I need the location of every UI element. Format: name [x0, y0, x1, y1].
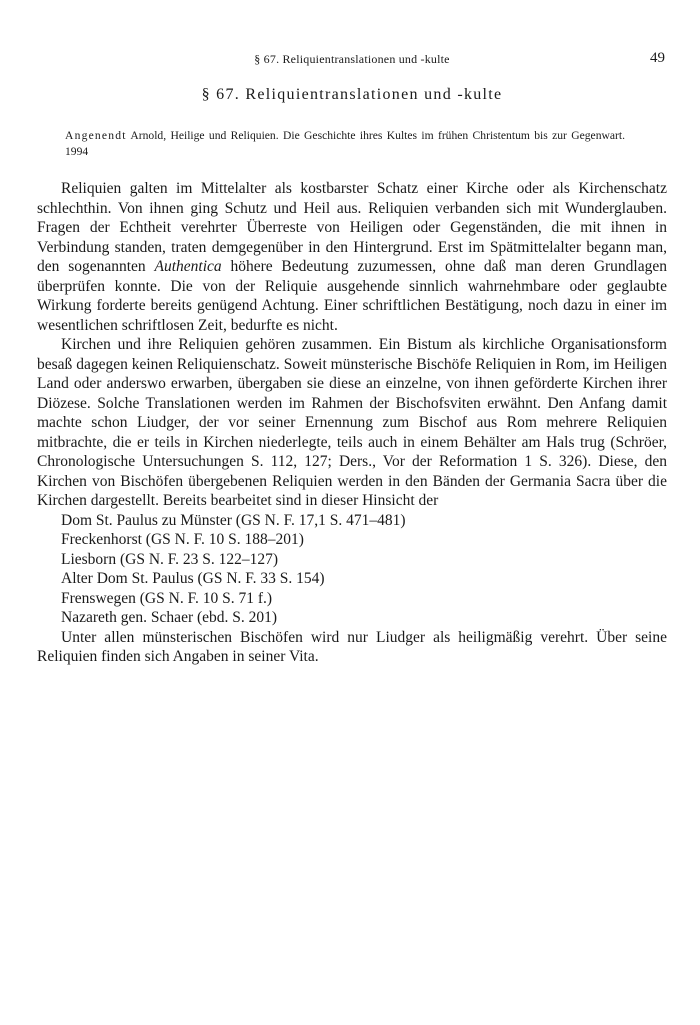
bibliography-author: Angenendt	[65, 129, 127, 142]
paragraph-1-emphasis: Authentica	[154, 258, 222, 275]
list-item: Freckenhorst (GS N. F. 10 S. 188–201)	[61, 531, 304, 548]
bibliography-entry	[65, 128, 625, 160]
body-text	[37, 179, 667, 667]
document-page	[37, 0, 667, 1025]
section-title: § 67. Reliquientranslationen und -kulte	[201, 86, 503, 103]
list-item: Dom St. Paulus zu Münster (GS N. F. 17,1 S. 471–481)	[61, 511, 406, 529]
paragraph-1-part-1: Reliquien galten im Mittelalter als kostbarster Schatz einer Kirche oder als Kirchenschatz schlechthin. Von ihnen ging Schutz und Heil aus. Reliquien verbanden sich mit Wunderglauben. Fragen der Echtheit verehrter Überreste von Heiligen oder Gegenständen, die mit ihnen in Verbindung standen, traten demgegenüber in den Hintergrund. Erst im Spätmittelalter begann man, den sogenannten	[37, 180, 667, 275]
church-list	[37, 511, 667, 628]
list-item: Nazareth gen. Schaer (ebd. S. 201)	[61, 609, 278, 626]
paragraph-1-part-2: höhere Bedeutung zuzumessen, ohne daß man deren Grundlagen überprüfen konnte. Die von der Reliquie ausgehende sinnlich wahrnehmbare oder geglaubte Wirkung forderte bereits genügend Achtung. Einer schriftlichen Bestätigung, noch dazu in einer im wesentlichen schriftlosen Zeit, bedurfte es nicht.	[37, 258, 667, 334]
list-item: Frenswegen (GS N. F. 10 S. 71 f.)	[61, 589, 273, 607]
list-item: Alter Dom St. Paulus (GS N. F. 33 S. 154)	[61, 570, 325, 587]
running-head	[37, 50, 667, 70]
paragraph-3: Unter allen münsterischen Bischöfen wird nur Liudger als heiligmäßig verehrt. Über seine Reliquien finden sich Angaben in seiner Vita.	[37, 628, 667, 665]
running-head-title: § 67. Reliquientranslationen und -kulte	[254, 52, 450, 66]
bibliography-details: Arnold, Heilige und Reliquien. Die Geschichte ihres Kultes im frühen Christentum bis zur Gegenwart. 1994	[65, 129, 625, 158]
list-item: Liesborn (GS N. F. 23 S. 122–127)	[61, 550, 279, 568]
paragraph-1	[37, 179, 667, 335]
page-number: 49	[650, 50, 665, 66]
paragraph-2: Kirchen und ihre Reliquien gehören zusammen. Ein Bistum als kirchliche Organisationsform besaß dagegen keinen Reliquienschatz. Soweit münsterische Bischöfe Reliquien in Rom, im Heiligen Land oder anderswo erwarben, übergaben sie diese an einzelne, von ihnen geförderte Kirchen ihrer Diözese. Solche Translationen werden im Rahmen der Bischofsviten erwähnt. Den Anfang damit machte schon Liudger, der vor seiner Ernennung zum Bischof aus Rom mehrere Reliquien mitbrachte, die er teils in Kirchen niederlegte, teils auch in einem Behälter am Hals trug (Schröer, Chronologische Untersuchungen S. 112, 127; Ders., Vor der Reformation 1 S. 326). Diese, den Kirchen von Bischöfen übergebenen Reliquien werden in den Bänden der Germania Sacra über die Kirchen dargestellt. Bereits bearbeitet sind in dieser Hinsicht der	[37, 336, 667, 509]
